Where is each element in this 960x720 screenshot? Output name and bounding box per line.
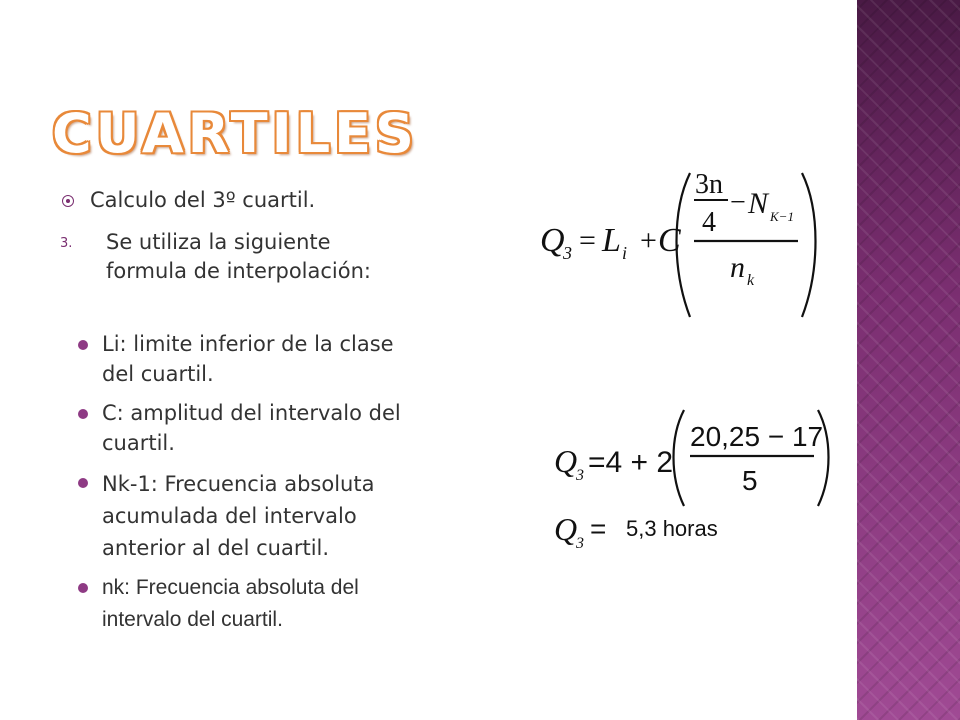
item-c-line2: cuartil. bbox=[102, 431, 175, 455]
formula-l-sub: i bbox=[622, 243, 628, 263]
item-nk-line1: nk: Frecuencia absoluta del bbox=[102, 576, 359, 599]
formula-minus: − bbox=[730, 187, 746, 218]
result-q-sub: 3 bbox=[576, 535, 584, 552]
example-rhs-prefix: =4 + 2 bbox=[588, 446, 674, 479]
dot-bullet-icon bbox=[78, 583, 88, 593]
formula-q: Q bbox=[540, 222, 565, 259]
formula-n-sub: K−1 bbox=[770, 209, 794, 224]
item-li-line2: del cuartil. bbox=[102, 362, 214, 386]
formula-4: 4 bbox=[702, 207, 716, 238]
intro-text: Calculo del 3º cuartil. bbox=[90, 188, 316, 212]
dot-bullet-icon bbox=[78, 409, 88, 419]
formula-n-big: N bbox=[748, 187, 769, 220]
example-numerator: 20,25 − 17 bbox=[690, 421, 824, 452]
result-q: Q bbox=[554, 511, 578, 547]
slide-title: CUARTILES bbox=[52, 102, 418, 165]
formula-3n: 3n bbox=[695, 169, 723, 200]
result-value: 5,3 horas bbox=[626, 516, 718, 541]
step-text-line2: formula de interpolación: bbox=[106, 259, 372, 283]
formula-c: C bbox=[658, 222, 681, 259]
formula-nk: n bbox=[730, 251, 745, 284]
formula-nk-sub: k bbox=[747, 272, 755, 289]
item-li-line1: Li: limite inferior de la clase bbox=[102, 332, 394, 356]
item-nk-line2: intervalo del cuartil. bbox=[102, 608, 283, 631]
example-q: Q bbox=[554, 443, 578, 479]
formula-q-sub: 3 bbox=[563, 243, 572, 263]
formula-l: L bbox=[602, 222, 621, 259]
example-left-paren bbox=[674, 410, 685, 506]
step-text-line1: Se utiliza la siguiente bbox=[106, 230, 331, 254]
formula-plus: + bbox=[640, 224, 657, 257]
circle-bullet-icon bbox=[62, 195, 74, 207]
item-nk1-line2: acumulada del intervalo bbox=[102, 504, 357, 528]
result-equals: = bbox=[590, 513, 607, 544]
dot-bullet-icon bbox=[78, 478, 88, 488]
formula-equals: = bbox=[579, 224, 596, 257]
general-quartile-formula bbox=[530, 155, 830, 325]
example-denominator: 5 bbox=[742, 465, 758, 496]
example-quartile-formula bbox=[550, 402, 840, 552]
item-nk1-line1: Nk-1: Frecuencia absoluta bbox=[102, 472, 375, 496]
dot-bullet-icon bbox=[78, 340, 88, 350]
item-c-line1: C: amplitud del intervalo del bbox=[102, 401, 401, 425]
item-nk1-line3: anterior al del cuartil. bbox=[102, 536, 330, 560]
step-number: 3. bbox=[60, 236, 73, 251]
right-paren bbox=[802, 173, 816, 317]
decorative-side-band bbox=[857, 0, 960, 720]
example-q-sub: 3 bbox=[576, 467, 584, 484]
